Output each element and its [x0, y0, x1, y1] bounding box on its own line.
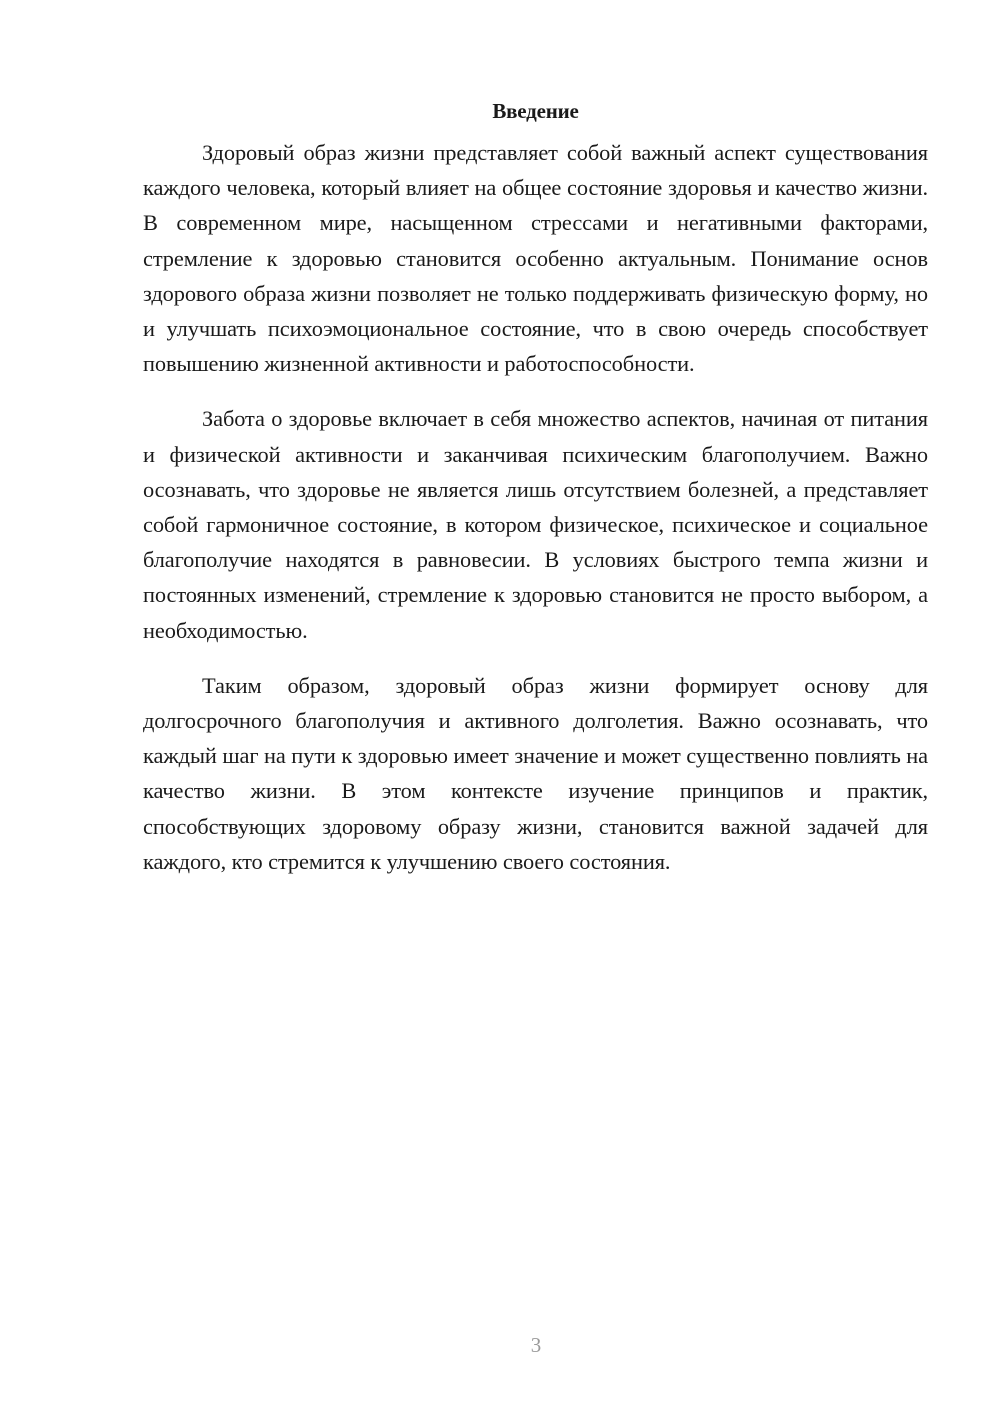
document-body [143, 96, 928, 899]
page-number: 3 [530, 1333, 542, 1357]
paragraph-3: Таким образом, здоровый образ жизни формирует основу для долгосрочного благополучия и активного долголетия. Важно осознавать, что каждый шаг на пути к здоровью имеет значение и может существенно повлиять на качество жизни. В этом контексте изучение принципов и практик, способствующих здоровому образу жизни, становится важной задачей для каждого, кто стремится к улучшению своего состояния. [143, 672, 928, 874]
paragraph-1: Здоровый образ жизни представляет собой важный аспект существования каждого человека, который влияет на общее состояние здоровья и качество жизни. В современном мире, насыщенном стрессами и негативными факторами, стремление к здоровью становится особенно актуальным. Понимание основ здорового образа жизни позволяет не только поддерживать физическую форму, но и улучшать психоэмоциональное состояние, что в свою очередь способствует повышению жизненной активности и работоспособности. [143, 140, 928, 377]
section-heading: Введение [492, 99, 579, 123]
paragraph-2: Забота о здоровье включает в себя множество аспектов, начиная от питания и физической активности и заканчивая психическим благополучием. Важно осознавать, что здоровье не является лишь отсутствием болезней, а представляет собой гармоничное состояние, в котором физическое, психическое и социальное благополучие находятся в равновесии. В условиях быстрого темпа жизни и постоянных изменений, стремление к здоровью становится не просто выбором, а необходимостью. [143, 406, 928, 643]
